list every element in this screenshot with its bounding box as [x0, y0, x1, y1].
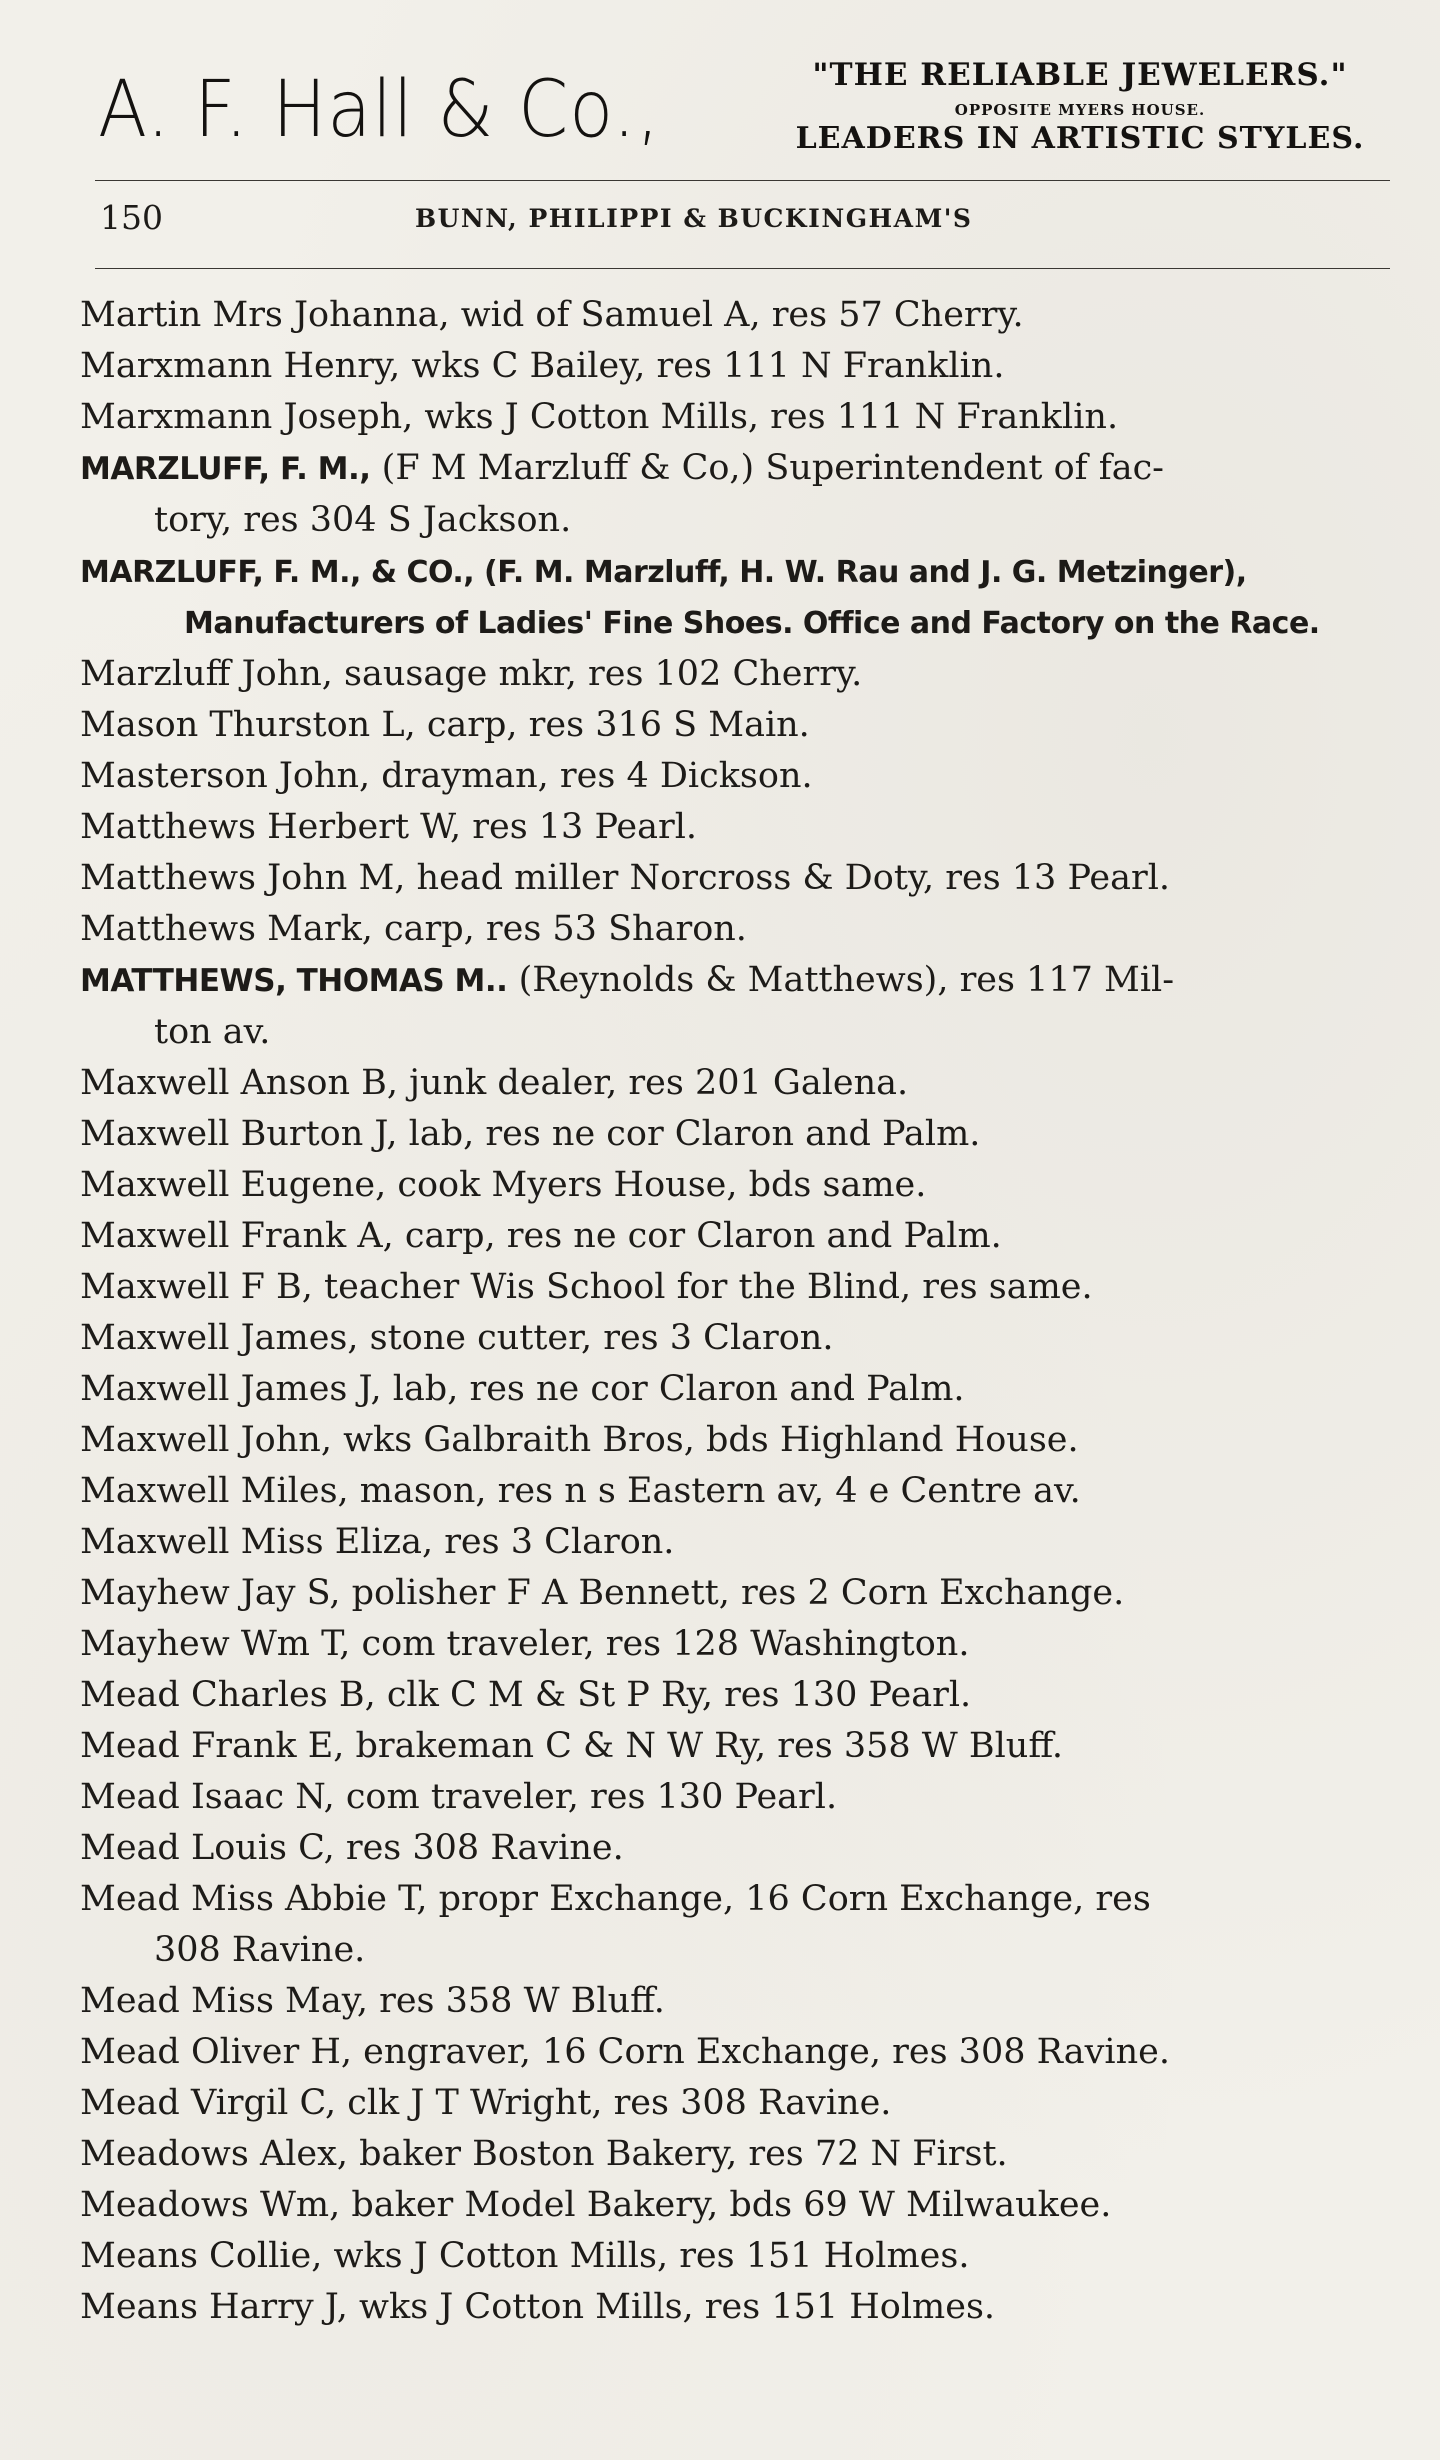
entry-text: Maxwell Miles, mason, res n s Eastern av, 4 e Centre av. [80, 1471, 1081, 1511]
directory-entries [80, 290, 1400, 2333]
entry-text: Maxwell Eugene, cook Myers House, bds same. [80, 1165, 927, 1205]
advertisement-banner [90, 55, 1390, 175]
directory-entry [80, 1262, 1400, 1313]
entry-text: Maxwell Burton J, lab, res ne cor Claron and Palm. [80, 1114, 981, 1154]
advertisement-text [770, 55, 1390, 156]
directory-entry [80, 1058, 1400, 1109]
entry-text: Mead Frank E, brakeman C & N W Ry, res 358 W Bluff. [80, 1726, 1064, 1766]
entry-text: Mead Virgil C, clk J T Wright, res 308 Ravine. [80, 2083, 892, 2123]
entry-text: Mason Thurston L, carp, res 316 S Main. [80, 705, 810, 745]
running-header [100, 198, 1390, 248]
entry-continuation: Manufacturers of Ladies' Fine Shoes. Office and Factory on the Race. [184, 606, 1320, 641]
directory-entry [80, 341, 1400, 392]
directory-entry [80, 1466, 1400, 1517]
entry-continuation: ton av. [154, 1012, 271, 1052]
directory-entry [80, 1211, 1400, 1262]
entry-text: Means Collie, wks J Cotton Mills, res 151 Holmes. [80, 2236, 970, 2276]
entry-text: Matthews Herbert W, res 13 Pearl. [80, 807, 698, 847]
directory-entry [80, 1670, 1400, 1721]
entry-continuation: 308 Ravine. [154, 1930, 366, 1970]
directory-entry [80, 853, 1400, 904]
directory-entry [80, 1109, 1400, 1160]
directory-entry [80, 649, 1400, 700]
directory-entry [80, 2078, 1400, 2129]
directory-entry [80, 2027, 1400, 2078]
entry-name: MATTHEWS, THOMAS M.. [80, 963, 508, 999]
directory-entry [80, 2282, 1400, 2333]
entry-text: Matthews Mark, carp, res 53 Sharon. [80, 909, 747, 949]
ad-location: OPPOSITE MYERS HOUSE. [954, 101, 1206, 119]
directory-entry [80, 1568, 1400, 1619]
header-divider [95, 268, 1390, 269]
ad-slogan: LEADERS IN ARTISTIC STYLES. [795, 121, 1365, 156]
page-number: 150 [100, 198, 163, 237]
entry-text: Meadows Wm, baker Model Bakery, bds 69 W Milwaukee. [80, 2185, 1112, 2225]
entry-text: Maxwell James J, lab, res ne cor Claron and Palm. [80, 1369, 965, 1409]
top-divider [95, 180, 1390, 181]
directory-entry [80, 1517, 1400, 1568]
directory-entry [80, 751, 1400, 802]
entry-text: Mead Miss Abbie T, propr Exchange, 16 Corn Exchange, res [80, 1879, 1151, 1919]
entry-text: Maxwell Miss Eliza, res 3 Claron. [80, 1522, 675, 1562]
entry-text: Mayhew Wm T, com traveler, res 128 Washington. [80, 1624, 970, 1664]
entry-text: Mead Isaac N, com traveler, res 130 Pearl. [80, 1777, 838, 1817]
directory-entry [80, 1976, 1400, 2027]
entry-text: Mead Miss May, res 358 W Bluff. [80, 1981, 665, 2021]
entry-text: Maxwell F B, teacher Wis School for the Blind, res same. [80, 1267, 1093, 1307]
entry-text: Mead Charles B, clk C M & St P Ry, res 130 Pearl. [80, 1675, 972, 1715]
directory-entry [80, 1415, 1400, 1466]
directory-entry [80, 1160, 1400, 1211]
directory-entry [80, 392, 1400, 443]
entry-text: Maxwell James, stone cutter, res 3 Claron. [80, 1318, 834, 1358]
directory-entry [80, 904, 1400, 955]
entry-text: Meadows Alex, baker Boston Bakery, res 72 N First. [80, 2134, 1008, 2174]
entry-text: (Reynolds & Matthews), res 117 Mil- [507, 960, 1175, 1000]
directory-entry [80, 2129, 1400, 2180]
jeweler-logo: A. F. Hall & Co., [98, 65, 661, 155]
directory-entry [80, 2180, 1400, 2231]
entry-text: Mead Oliver H, engraver, 16 Corn Exchange, res 308 Ravine. [80, 2032, 1170, 2072]
entry-text: Martin Mrs Johanna, wid of Samuel A, res 57 Cherry. [80, 295, 1024, 335]
entry-text: Means Harry J, wks J Cotton Mills, res 151 Holmes. [80, 2287, 996, 2327]
directory-entry [80, 1823, 1400, 1874]
directory-entry [80, 2231, 1400, 2282]
entry-text: Matthews John M, head miller Norcross & Doty, res 13 Pearl. [80, 858, 1171, 898]
directory-entry [80, 1874, 1400, 1976]
entry-text: Marxmann Henry, wks C Bailey, res 111 N Franklin. [80, 346, 1005, 386]
publisher-title: BUNN, PHILIPPI & BUCKINGHAM'S [415, 204, 973, 233]
directory-entry [80, 1364, 1400, 1415]
directory-entry [80, 700, 1400, 751]
entry-text: MARZLUFF, F. M., & CO., (F. M. Marzluff, H. W. Rau and J. G. Metzinger), [80, 555, 1247, 590]
directory-entry [80, 1772, 1400, 1823]
entry-text: Mayhew Jay S, polisher F A Bennett, res 2 Corn Exchange. [80, 1573, 1125, 1613]
entry-text: Marzluff John, sausage mkr, res 102 Cherry. [80, 654, 863, 694]
entry-text: Marxmann Joseph, wks J Cotton Mills, res 111 N Franklin. [80, 397, 1119, 437]
entry-text: Maxwell Frank A, carp, res ne cor Claron and Palm. [80, 1216, 1002, 1256]
entry-name: MARZLUFF, F. M., [80, 451, 371, 487]
directory-entry [80, 1619, 1400, 1670]
ad-tagline: "THE RELIABLE JEWELERS." [812, 57, 1348, 93]
directory-entry-advert [80, 546, 1400, 649]
entry-text: Maxwell Anson B, junk dealer, res 201 Galena. [80, 1063, 909, 1103]
directory-entry [80, 1313, 1400, 1364]
entry-text: Masterson John, drayman, res 4 Dickson. [80, 756, 813, 796]
entry-text: Maxwell John, wks Galbraith Bros, bds Highland House. [80, 1420, 1079, 1460]
directory-entry [80, 802, 1400, 853]
entry-text: (F M Marzluff & Co,) Superintendent of fac- [370, 448, 1165, 488]
directory-entry-featured [80, 955, 1400, 1058]
directory-entry [80, 1721, 1400, 1772]
entry-continuation: tory, res 304 S Jackson. [154, 500, 572, 540]
directory-entry-featured [80, 443, 1400, 546]
directory-entry [80, 290, 1400, 341]
entry-text: Mead Louis C, res 308 Ravine. [80, 1828, 624, 1868]
